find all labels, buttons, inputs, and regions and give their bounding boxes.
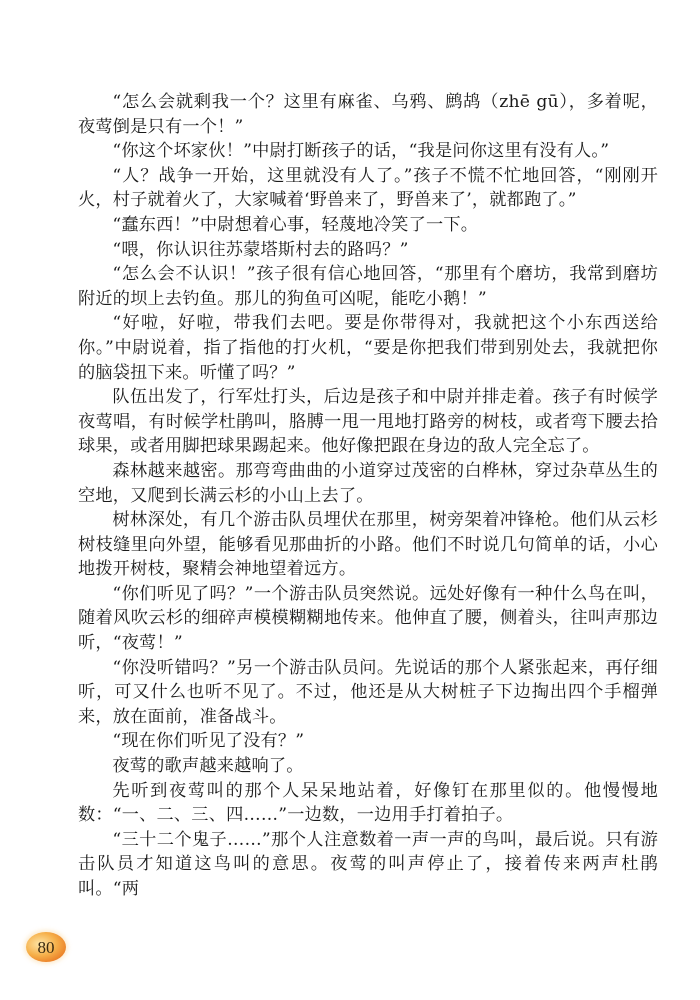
paragraph: “三十二个鬼子……”那个人注意数着一声一声的鸟叫，最后说。只有游击队员才知道这鸟叫的意思。夜莺的叫声停止了，接着传来两声杜鹃叫。“两 (78, 829, 658, 899)
paragraph: “你这个坏家伙！”中尉打断孩子的话，“我是问你这里有没有人。” (112, 141, 610, 162)
paragraph: 树林深处，有几个游击队员埋伏在那里，树旁架着冲锋枪。他们从云杉树枝缝里向外望，能够看见那曲折的小路。他们不时说几句简单的话，小心地拨开树枝，聚精会神地望着远方。 (78, 510, 658, 580)
paragraph: “好啦，好啦，带我们去吧。要是你带得对，我就把这个小东西送给你。”中尉说着，指了指他的打火机，“要是你把我们带到别处去，我就把你的脑袋扭下来。听懂了吗？” (78, 313, 658, 383)
paragraph: “怎么会不认识！”孩子很有信心地回答，“那里有个磨坊，我常到磨坊附近的坝上去钓鱼。那儿的狗鱼可凶呢，能吃小鹅！” (78, 264, 658, 309)
paragraph: “现在你们听见了没有？” (112, 731, 305, 752)
page-number: 80 (37, 937, 55, 957)
paragraph: “怎么会就剩我一个？这里有麻雀、乌鸦、鹧鸪（zhē gū），多着呢，夜莺倒是只有一个！” (78, 92, 658, 137)
paragraph: “喂，你认识往苏蒙塔斯村去的路吗？” (112, 239, 409, 260)
text-body (78, 90, 658, 902)
paragraph: 先听到夜莺叫的那个人呆呆地站着，好像钉在那里似的。他慢慢地数：“一、二、三、四……”一边数，一边用手打着拍子。 (78, 780, 658, 826)
page-number-badge (26, 932, 66, 962)
paragraph: “你们听见了吗？”一个游击队员突然说。远处好像有一种什么鸟在叫，随着风吹云杉的细碎声模模糊糊地传来。他伸直了腰，侧着头，往叫声那边听，“夜莺！” (78, 583, 658, 654)
paragraph: 队伍出发了，行军灶打头，后边是孩子和中尉并排走着。孩子有时候学夜莺唱，有时候学杜鹃叫，胳膊一甩一甩地打路旁的树枝，或者弯下腰去拾球果，或者用脚把球果踢起来。他好像把跟在身边的敌人完全忘了。 (78, 387, 658, 457)
paragraph: “蠢东西！”中尉想着心事，轻蔑地冷笑了一下。 (112, 214, 479, 235)
paragraph: “你没听错吗？”另一个游击队员问。先说话的那个人紧张起来，再仔细听，可又什么也听不见了。不过，他还是从大树桩子下边掏出四个手榴弹来，放在面前，准备战斗。 (78, 657, 658, 727)
paragraph: “人？战争一开始，这里就没有人了。”孩子不慌不忙地回答，“刚刚开火，村子就着火了，大家喊着‘野兽来了，野兽来了’，就都跑了。” (78, 165, 658, 211)
paragraph: 夜莺的歌声越来越响了。 (112, 756, 304, 777)
paragraph: 森林越来越密。那弯弯曲曲的小道穿过茂密的白桦林，穿过杂草丛生的空地，又爬到长满云杉的小山上去了。 (78, 460, 658, 506)
